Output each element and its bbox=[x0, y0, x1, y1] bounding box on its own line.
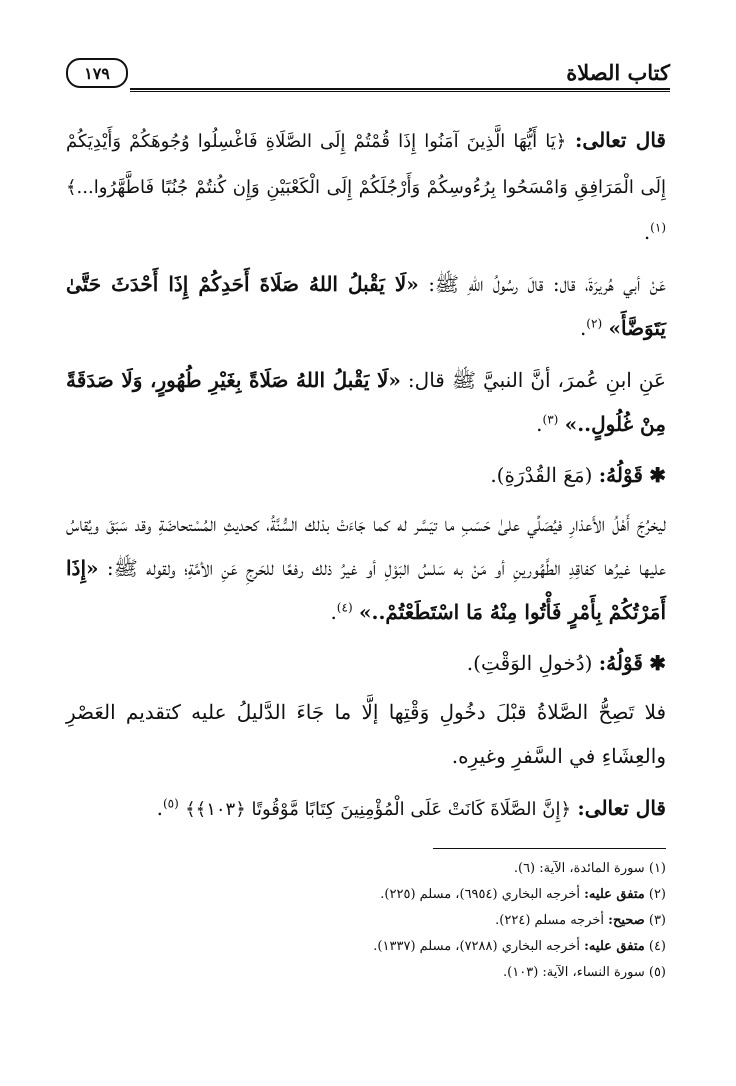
explanation-text: فلا تَصِحُّ الصَّلاةُ قبْلَ دخُولِ وَقْتِها إلَّا ما جَاءَ الدَّليلُ عليه كتقديم العَصْرِ والعِشَاءِ في السَّفرِ وغيرِه. bbox=[66, 700, 666, 768]
footnote-text: سورة النساء، الآية: (١٠٣). bbox=[503, 965, 645, 980]
footnote-text: أخرجه البخاري (٦٩٥٤)، مسلم (٢٢٥). bbox=[380, 887, 580, 902]
heading-keyword: قَوْلُهُ: bbox=[598, 463, 643, 487]
hadith-text: «إِذَا أَمَرْتُكُمْ بِأَمْرٍ فَأْتُوا مِنْهُ مَا اسْتَطَعْتُمْ..» bbox=[66, 556, 666, 624]
footnote-item bbox=[66, 908, 666, 934]
footnote-item bbox=[66, 882, 666, 908]
heading-text: (دُخولِ الوَقْتِ). bbox=[466, 651, 593, 675]
page-number-badge bbox=[66, 58, 128, 88]
header-rule bbox=[130, 88, 670, 90]
book-title: كتاب الصلاة bbox=[566, 60, 670, 85]
footnote-text: سورة المائدة، الآية: (٦). bbox=[513, 861, 645, 876]
footnote-ref: (٢) bbox=[586, 316, 603, 331]
paragraph-excuses: ليخرُجَ أَهْلُ الأَعذارِ فيُصَلِّي علىٰ حَسَبِ ما تيَسَّر له كما جَاءَتْ بذلك السُّنَّةُ، كحديثِ المُسْتحاضَةِ وقد سَبَقَ ويُقاسُ عليها غيرُها كفاقِدِ الطَّهُورينِ أو مَنْ به سَلسُ البَوْلِ أو غيرُ ذلك رفعًا للحَرجِ عَنِ الأمَّةِ؛ ولقوله ﷺ: «إِذَا أَمَرْتُكُمْ بِأَمْرٍ فَأْتُوا مِنْهُ مَا اسْتَطَعْتُمْ..» $^{(٤)}$. bbox=[66, 512, 666, 624]
hadith-text: «لَا يَقْبلُ اللهُ صَلَاةً بِغَيْرِ طُهُورٍ، وَلَا صَدَقَةً مِنْ غُلُولٍ..» bbox=[66, 368, 666, 436]
header-rule-thin bbox=[130, 91, 670, 92]
footnote-ref: (٤) bbox=[336, 600, 353, 615]
footnote-item bbox=[66, 960, 666, 986]
page-header bbox=[66, 56, 670, 92]
main-text bbox=[66, 118, 666, 840]
hadith-intro: عَنِ ابنِ عُمرَ، أنَّ النبيَّ ﷺ قال: bbox=[407, 368, 666, 392]
footnote-label: متفق عليه: bbox=[584, 887, 645, 902]
section-heading-time bbox=[66, 642, 666, 684]
footnote-item bbox=[66, 934, 666, 960]
quran-verse: ﴿يَا أَيُّهَا الَّذِينَ آمَنُوا إِذَا قُمْتُمْ إِلَى الصَّلَاةِ فَاغْسِلُوا وُجُوهَكُمْ وَأَيْدِيَكُمْ إِلَى الْمَرَافِقِ وَامْسَحُوا بِرُءُوسِكُمْ وَأَرْجُلَكُمْ إِلَى الْكَعْبَيْنِ وَإِن كُنتُمْ جُنُبًا فَاطَّهَّرُوا...﴾ bbox=[66, 131, 666, 198]
paragraph-hadith-ibn-umar: عَنِ ابنِ عُمرَ، أنَّ النبيَّ ﷺ قال: «لَا يَقْبلُ اللهُ صَلَاةً بِغَيْرِ طُهُورٍ، وَلَا صَدَقَةً مِنْ غُلُولٍ..» $^{(٣)}$. bbox=[66, 368, 666, 436]
footnote-number: (٣) bbox=[648, 913, 666, 928]
footnote-item bbox=[66, 856, 666, 882]
footnote-number: (٥) bbox=[648, 965, 666, 980]
paragraph-verse-ablution: قال تعالى: ﴿يَا أَيُّهَا الَّذِينَ آمَنُوا إِذَا قُمْتُمْ إِلَى الصَّلَاةِ فَاغْسِلُوا وُجُوهَكُمْ وَأَيْدِيَكُمْ إِلَى الْمَرَافِقِ وَامْسَحُوا بِرُءُوسِكُمْ وَأَرْجُلَكُمْ إِلَى الْكَعْبَيْنِ وَإِن كُنتُمْ جُنُبًا فَاطَّهَّرُوا...﴾ $^{(١)}$. bbox=[66, 128, 666, 244]
paragraph-hadith-abu-hurayra: عَنْ أبي هُريرَةَ، قال: قالَ رسُولُ اللهِ ﷺ: «لَا يَقْبلُ اللهُ صَلَاةَ أَحَدِكُمْ إِذَا أَحْدَثَ حَتَّىٰ يَتَوَضَّأَ» $^{(٢)}$. bbox=[66, 272, 667, 340]
star-bullet-icon: ✱ bbox=[649, 463, 666, 487]
footnote-text: أخرجه مسلم (٢٢٤). bbox=[495, 913, 605, 928]
explanation-text: ليخرُجَ أَهْلُ الأَعذارِ فيُصَلِّي علىٰ حَسَبِ ما تيَسَّر له كما جَاءَتْ بذلك السُّنَّةُ، كحديثِ المُسْتحاضَةِ وقد سَبَقَ ويُقاسُ عليها غيرُها كفاقِدِ الطَّهُورينِ أو مَنْ به سَلسُ البَوْلِ أو غيرُ ذلك رفعًا للحَرجِ عَنِ الأمَّةِ؛ ولقوله ﷺ: bbox=[66, 512, 666, 580]
paragraph-verse-prayer-time: قال تعالى: ﴿إِنَّ الصَّلَاةَ كَانَتْ عَلَى الْمُؤْمِنِينَ كِتَابًا مَّوْقُوتًا ﴿١٠٣﴾﴾ $^{(٥)}$. bbox=[156, 796, 666, 820]
section-heading-ability bbox=[66, 454, 666, 496]
footnote-number: (١) bbox=[648, 861, 666, 876]
footnote-number: (٢) bbox=[648, 887, 666, 902]
footnote-number: (٤) bbox=[648, 939, 666, 954]
verse-lead: قال تعالى: bbox=[577, 796, 666, 820]
star-bullet-icon: ✱ bbox=[649, 651, 666, 675]
footnote-ref: (٣) bbox=[542, 412, 559, 427]
page-number: ١٧٩ bbox=[84, 63, 110, 83]
paragraph-prayer-time bbox=[66, 690, 666, 778]
footnotes bbox=[66, 856, 666, 986]
footnote-label: صحيح: bbox=[608, 913, 645, 928]
hadith-intro: عَنْ أبي هُريرَةَ، قال: قالَ رسُولُ اللهِ ﷺ: bbox=[428, 272, 667, 296]
verse-lead: قال تعالى: bbox=[575, 128, 666, 152]
hadith-text: «لَا يَقْبلُ اللهُ صَلَاةَ أَحَدِكُمْ إِذَا أَحْدَثَ حَتَّىٰ يَتَوَضَّأَ» bbox=[66, 272, 666, 340]
heading-text: (مَعَ القُدْرَةِ). bbox=[490, 463, 593, 487]
heading-keyword: قَوْلُهُ: bbox=[598, 651, 643, 675]
quran-verse: ﴿إِنَّ الصَّلَاةَ كَانَتْ عَلَى الْمُؤْمِنِينَ كِتَابًا مَّوْقُوتًا ﴿١٠٣﴾﴾ bbox=[185, 799, 572, 820]
footnote-label: متفق عليه: bbox=[584, 939, 645, 954]
footnote-ref: (٥) bbox=[162, 796, 179, 811]
footnote-text: أخرجه البخاري (٧٢٨٨)، مسلم (١٣٣٧). bbox=[373, 939, 580, 954]
footnote-ref: (١) bbox=[650, 220, 666, 235]
footnote-separator bbox=[433, 848, 666, 849]
